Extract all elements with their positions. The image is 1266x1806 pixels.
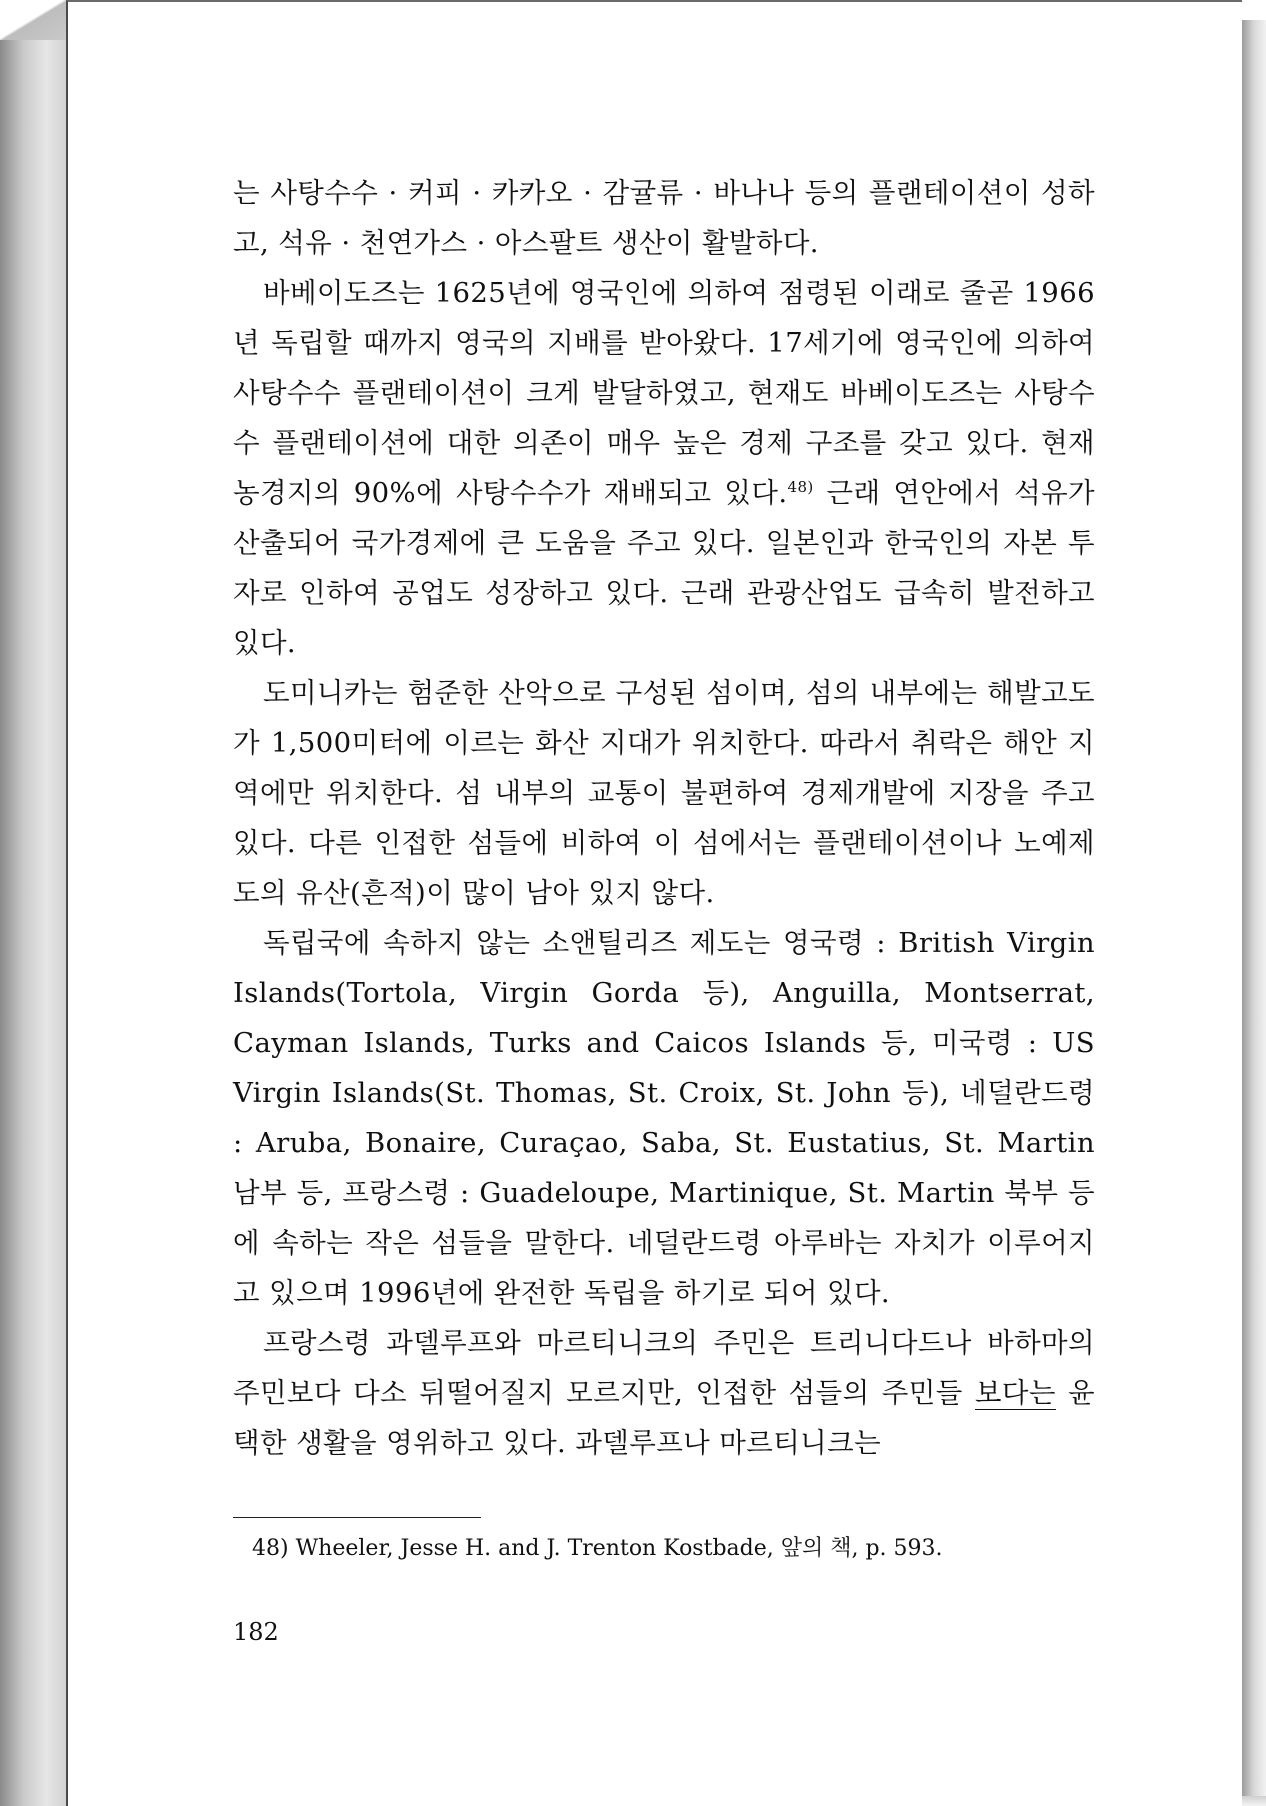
footnote: 48) Wheeler, Jesse H. and J. Trenton Kostbade, 앞의 책, p. 593. [252,1536,943,1561]
paragraph-1 [233,168,1095,268]
body-text [233,168,1095,1468]
paragraph-lesser-antilles-text: 독립국에 속하지 않는 소앤틸리즈 제도는 영국령 : British Virgin Islands(Tortola, Virgin Gorda 등), Anguilla, Montserrat, Cayman Islands, Turks and Caicos Islands 등, 미국령 : US Virgin Islands(St. Thomas, St. Croix, St. John 등), 네덜란드령 : Aruba, Bonaire, Curaçao, Saba, St. Eustatius, St. Martin 남부 등, 프랑스령 : Guadeloupe, Martinique, St. Martin 북부 등에 속하는 작은 섬들을 말한다. 네덜란드령 아루바는 자치가 이루어지고 있으며 1996년에 완전한 독립을 하기로 되어 있다. [233,927,1095,1309]
footnote-reference[interactable]: 48) [787,477,814,496]
page-shadow-right [1242,20,1266,1806]
footnote-divider [233,1517,481,1518]
paragraph-french-text-b: 윤택한 생활을 영위하고 있다. 과델루프나 마르티니크는 [233,1377,1096,1459]
paragraph-lesser-antilles [233,918,1095,1318]
paragraph-barbados [233,268,1095,668]
book-corner [0,0,66,40]
paragraph-barbados-text-b: 근래 연안에서 석유가 산출되어 국가경제에 큰 도움을 주고 있다. 일본인과 한국인의 자본 투자로 인하여 공업도 성장하고 있다. 근래 관광산업도 급속히 발전하고 있다. [233,477,1096,659]
page-number: 182 [233,1618,279,1646]
paragraph-dominica-text: 도미니카는 험준한 산악으로 구성된 섬이며, 섬의 내부에는 해발고도가 1,500미터에 이르는 화산 지대가 위치한다. 따라서 취락은 해안 지역에만 위치한다. 섬 내부의 교통이 불편하여 경제개발에 지장을 주고 있다. 다른 인접한 섬들에 비하여 이 섬에서는 플랜테이션이나 노예제도의 유산(흔적)이 많이 남아 있지 않다. [233,677,1095,909]
paragraph-french-text-a: 프랑스령 과델루프와 마르티니크의 주민은 트리니다드나 바하마의 주민보다 다소 뒤떨어질지 모르지만, 인접한 섬들의 주민들 [233,1327,1095,1409]
book-spine [0,40,66,1806]
paragraph-french-territories [233,1318,1095,1468]
paragraph-barbados-text-a: 바베이도즈는 1625년에 영국인에 의하여 점령된 이래로 줄곧 1966년 독립할 때까지 영국의 지배를 받아왔다. 17세기에 영국인에 의하여 사탕수수 플랜테이션이 크게 발달하였고, 현재도 바베이도즈는 사탕수수 플랜테이션에 대한 의존이 매우 높은 경제 구조를 갖고 있다. 현재 농경지의 90%에 사탕수수가 재배되고 있다. [233,277,1095,509]
paragraph-dominica [233,668,1095,918]
underlined-phrase: 보다는 [974,1377,1056,1409]
paragraph-1-text: 는 사탕수수 · 커피 · 카카오 · 감귤류 · 바나나 등의 플랜테이션이 성하고, 석유 · 천연가스 · 아스팔트 생산이 활발하다. [233,177,1095,259]
